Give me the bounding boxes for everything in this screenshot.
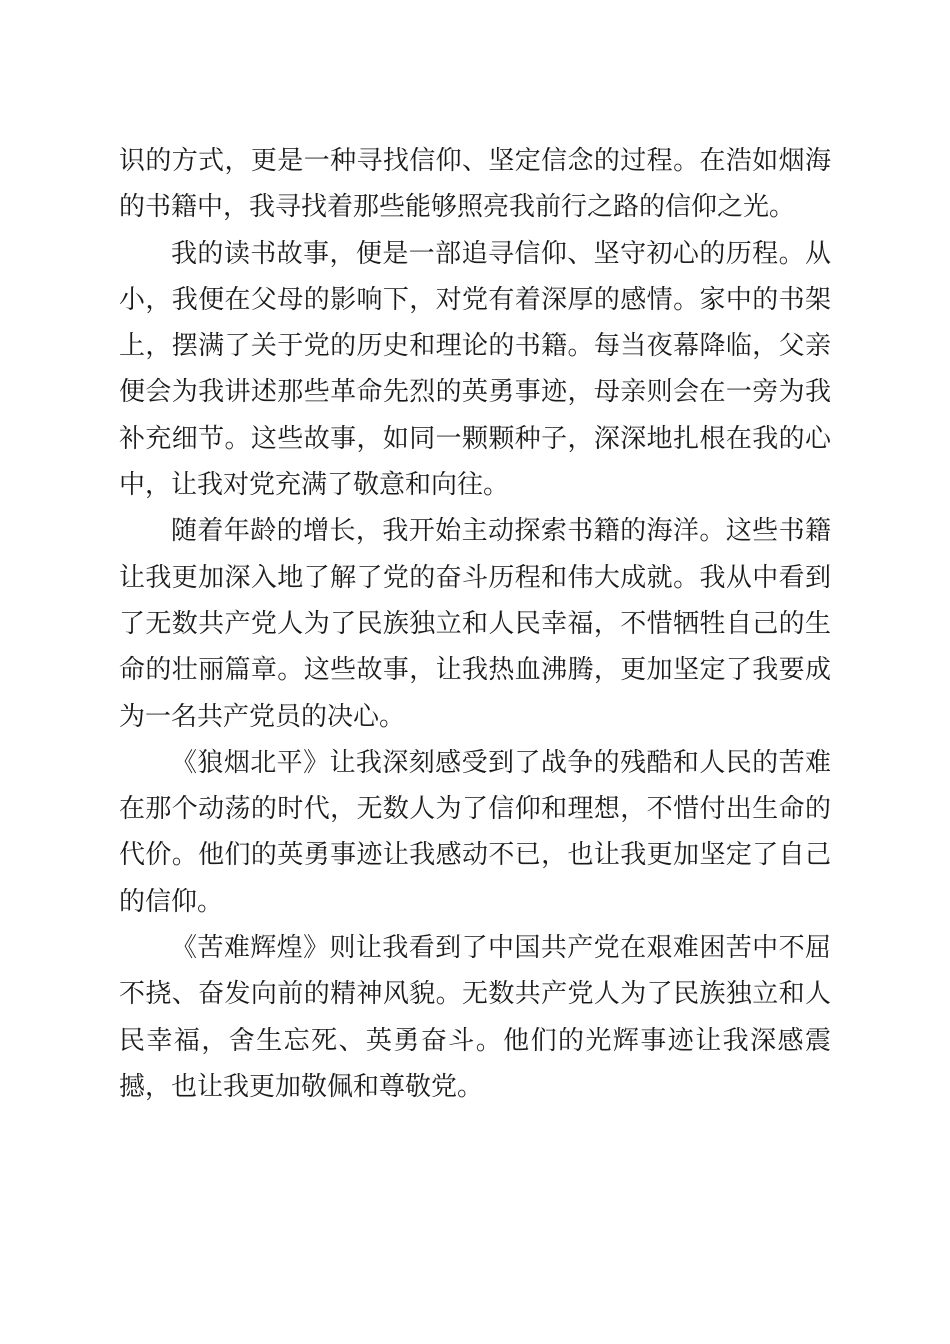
paragraph-4: 《狼烟北平》让我深刻感受到了战争的残酷和人民的苦难在那个动荡的时代，无数人为了信仰和理想，不惜付出生命的代价。他们的英勇事迹让我感动不已，也让我更加坚定了自己的信仰。	[119, 747, 831, 917]
body-text	[119, 138, 831, 1110]
paragraph-3: 随着年龄的增长，我开始主动探索书籍的海洋。这些书籍让我更加深入地了解了党的奋斗历程和伟大成就。我从中看到了无数共产党人为了民族独立和人民幸福，不惜牺牲自己的生命的壮丽篇章。这些故事，让我热血沸腾，更加坚定了我要成为一名共产党员的决心。	[119, 516, 831, 732]
paragraph-1: 识的方式，更是一种寻找信仰、坚定信念的过程。在浩如烟海的书籍中，我寻找着那些能够照亮我前行之路的信仰之光。	[119, 146, 831, 223]
paragraph-5: 《苦难辉煌》则让我看到了中国共产党在艰难困苦中不屈不挠、奋发向前的精神风貌。无数共产党人为了民族独立和人民幸福，舍生忘死、英勇奋斗。他们的光辉事迹让我深感震撼，也让我更加敬佩和尊敬党。	[119, 933, 831, 1102]
paragraph-2: 我的读书故事，便是一部追寻信仰、坚守初心的历程。从小，我便在父母的影响下，对党有着深厚的感情。家中的书架上，摆满了关于党的历史和理论的书籍。每当夜幕降临，父亲便会为我讲述那些革命先烈的英勇事迹，母亲则会在一旁为我补充细节。这些故事，如同一颗颗种子，深深地扎根在我的心中，让我对党充满了敬意和向往。	[119, 238, 831, 501]
